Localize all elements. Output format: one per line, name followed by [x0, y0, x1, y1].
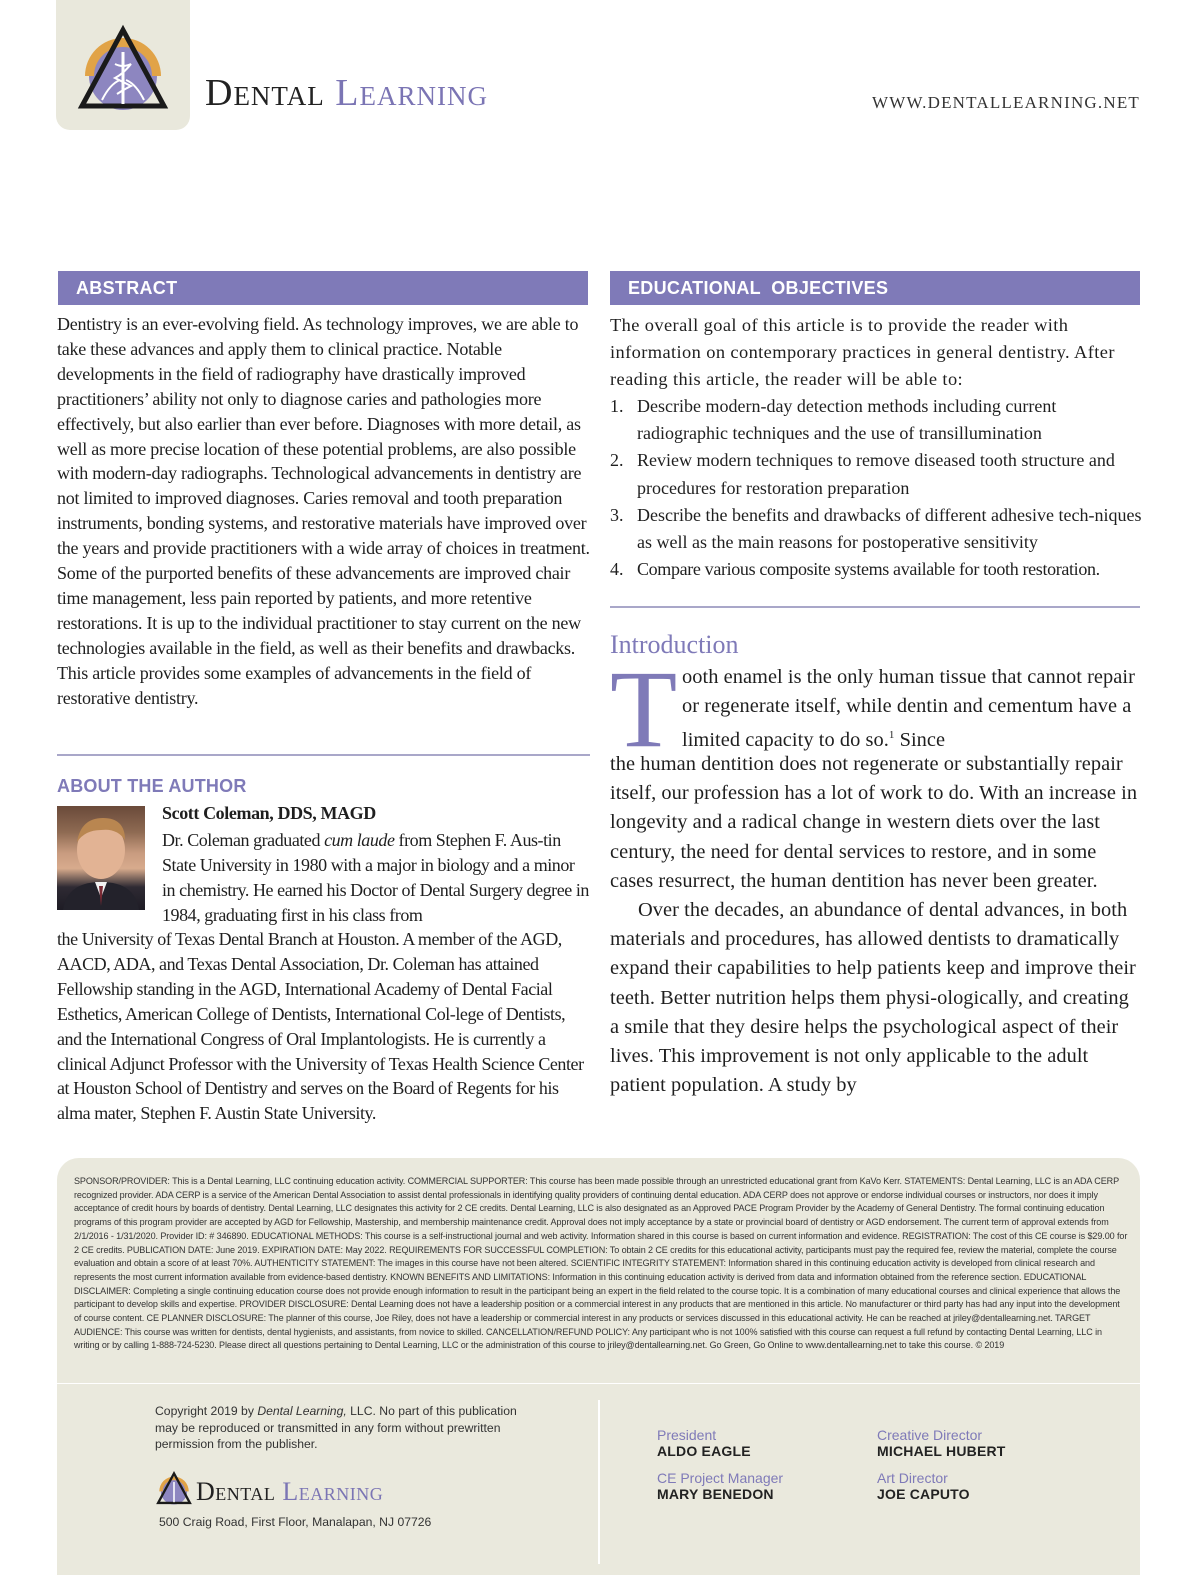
brand-title [205, 74, 488, 112]
objectives-list [610, 393, 1142, 583]
introduction-heading: Introduction [610, 630, 739, 659]
introduction-body [610, 750, 1142, 1100]
staff-role: President [657, 1427, 717, 1443]
introduction-paragraph-2: Over the decades, an abundance of dental advances, in both materials and procedures, has allowed dentists to dramatically expand their capabilities to help patients keep and improve their teeth. Better nutrition helps them physi-ologically, and creating a smile that they desire helps the psychological aspect of their lives. This improvement is not only applicable to the adult patient population. A study by [610, 899, 1136, 1097]
author-bio-part: Dr. Coleman graduated [162, 830, 325, 850]
divider-left [57, 754, 590, 756]
copyright-part: LLC. No part of this publication may be reproduced or transmitted in any form without prewritten permission from the publisher. [155, 1404, 517, 1452]
footer-brand-learning: Learning [282, 1477, 384, 1506]
author-photo [57, 806, 145, 910]
staff-name: MICHAEL HUBERT [877, 1443, 1006, 1459]
staff-role: CE Project Manager [657, 1470, 784, 1486]
introduction-text: Since [894, 729, 946, 752]
divider-right [610, 606, 1140, 608]
staff-name: MARY BENEDON [657, 1486, 774, 1502]
address: 500 Craig Road, First Floor, Manalapan, NJ 07726 [159, 1515, 432, 1529]
objective-number: 2. [610, 450, 624, 471]
introduction-paragraph-1: the human dentition does not regenerate or substantially repair itself, our profession has a lot of work to do. With an increase in longevity and a radical change in western diets over the last century, the need for dental services to restore, and in some cases resurrect, the human dentition has never been greater. [610, 753, 1138, 892]
objective-number: 3. [610, 504, 624, 525]
staff-role: Art Director [877, 1470, 948, 1486]
dental-learning-logo-icon [74, 24, 172, 116]
objectives-intro: The overall goal of this article is to provide the reader with information on contemporary practices in general dentistry. After reading this article, the reader will be able to: [610, 315, 1115, 389]
footer-vertical-divider [598, 1400, 600, 1564]
objective-text: Describe the benefits and drawbacks of different adhesive tech-niques as well as the main reasons for postoperative sensitivity [637, 504, 1142, 553]
footer-brand [196, 1479, 383, 1505]
introduction-first-lines [682, 663, 1142, 755]
objective-item [610, 447, 1142, 501]
objective-number: 4. [610, 559, 624, 580]
fine-print: SPONSOR/PROVIDER: This is a Dental Learning, LLC continuing education activity. COMMERCIAL SUPPORTER: This course has been made possible through an unrestricted educational grant from KaVo Kerr. STATEMENTS: Dental Learning, LLC is an ADA CERP recognized provider. ADA CERP is a service of the American Dental Association to assist dental professionals in identifying quality providers of continuing dental education. ADA CERP does not approve or endorse individual courses or instructors, nor does it imply acceptance of credit hours by boards of dentistry. Dental Learning, LLC designates this activity for 2 CE credits. Dental Learning, LLC is also designated as an Approved PACE Program Provider by the Academy of General Dentistry. The formal continuing education programs of this program provider are accepted by AGD for Fellowship, Mastership, and membership maintenance credit. Approval does not imply acceptance by a state or provincial board of dentistry or AGD endorsement. The current term of approval extends from 2/1/2016 - 1/31/2020. Provider ID: # 346890. EDUCATIONAL METHODS: This course is a self-instructional journal and web activity. Information shared in this course is based on current information and evidence. REGISTRATION: The cost of this CE course is $29.00 for 2 CE credits. PUBLICATION DATE: June 2019. EXPIRATION DATE: May 2022. REQUIREMENTS FOR SUCCESSFUL COMPLETION: To obtain 2 CE credits for this educational activity, participants must pay the required fee, review the material, complete the course evaluation and obtain a score of at least 70%. AUTHENTICITY STATEMENT: The images in this course have not been altered. SCIENTIFIC INTEGRITY STATEMENT: Information shared in this continuing education activity is developed from clinical research and represents the most current information available from evidence-based dentistry. KNOWN BENEFITS AND LIMITATIONS: Information in this continuing education activity is derived from data and information obtained from the reference section. EDUCATIONAL DISCLAIMER: Completing a single continuing education course does not provide enough information to result in the participant being an expert in the field related to the course topic. It is a combination of many educational courses and clinical experience that allows the participant to develop skills and expertise. PROVIDER DISCLOSURE: Dental Learning does not have a leadership position or a commercial interest in any products that are mentioned in this article. No manufacturer or third party has had any input into the development of course content. CE PLANNER DISCLOSURE: The planner of this course, Joe Riley, does not have a leadership or commercial interest in any products or services discussed in this educational activity. He can be reached at jriley@dentallearning.net. TARGET AUDIENCE: This course was written for dentists, dental hygienists, and assistants, from novice to skilled. CANCELLATION/REFUND POLICY: Any participant who is not 100% satisfied with this course can request a full refund by contacting Dental Learning, LLC in writing or by calling 1-888-724-5230. Please direct all questions pertaining to Dental Learning, LLC or the administration of this course to jriley@dentallearning.net. Go Green, Go Online to www.dentallearning.net to take this course. © 2019 [74, 1176, 1128, 1351]
objective-text: Compare various composite systems available for tooth restoration. [637, 559, 1100, 580]
author-bio-part: from Stephen F. Aus-tin State University in 1980 with a major in biology and a minor in chemistry. He earned his Doctor of Dental Surgery degree in 1984, graduating first in his class from [162, 830, 589, 925]
logo-box [56, 0, 190, 130]
author-bio-italic: cum laude [324, 830, 395, 850]
staff-creative-director [877, 1427, 1006, 1459]
brand-part-dental: Dental [205, 72, 325, 114]
abstract-heading: ABSTRACT [58, 271, 588, 305]
staff-art-director [877, 1470, 970, 1502]
copyright-part: Copyright 2019 by [155, 1404, 258, 1418]
objective-item [610, 556, 1142, 583]
author-bio-wrapped [162, 828, 590, 928]
copyright-italic: Dental Learning, [257, 1404, 347, 1418]
footer-brand-dental: Dental [196, 1477, 276, 1506]
footer-divider [57, 1383, 1140, 1384]
small-logo-icon [155, 1470, 193, 1508]
staff-name: JOE CAPUTO [877, 1486, 970, 1502]
staff-president [657, 1427, 751, 1459]
objective-item [610, 393, 1142, 447]
author-bio-full: the University of Texas Dental Branch at Houston. A member of the AGD, AACD, ADA, and Texas Dental Association, Dr. Coleman has attained Fellowship standing in the AGD, International Academy of Dental Facial Esthetics, American College of Dentists, International Col-lege of Dentists, and the International Congress of Oral Implantologists. He is currently a clinical Adjunct Professor with the University of Texas Health Science Center at Houston School of Dentistry and serves on the Board of Regents for his alma mater, Stephen F. Austin State University. [57, 929, 584, 1124]
objective-number: 1. [610, 396, 624, 416]
staff-name: ALDO EAGLE [657, 1443, 751, 1459]
author-portrait-icon [57, 806, 145, 910]
author-heading: ABOUT THE AUTHOR [57, 776, 247, 796]
staff-role: Creative Director [877, 1427, 983, 1443]
author-name: Scott Coleman, DDS, MAGD [162, 803, 376, 823]
objective-item [610, 502, 1142, 556]
introduction-text: ooth enamel is the only human tissue that cannot repair or regenerate itself, while dentin and cementum have a limited capacity to do so. [682, 666, 1135, 752]
objective-text: Describe modern-day detection methods including current radiographic techniques and the use of transillumination [637, 396, 1057, 444]
copyright-notice [155, 1403, 535, 1453]
footnote-marker[interactable]: 1 [888, 729, 895, 742]
drop-cap: T [610, 648, 678, 770]
objectives-heading: EDUCATIONAL OBJECTIVES [610, 271, 1140, 305]
abstract-text: Dentistry is an ever-evolving field. As technology improves, we are able to take these advances and apply them to clinical practice. Notable developments in the field of radiography have drastically improved practitioners’ ability not only to diagnose caries and pathologies more effectively, but also earlier than ever before. Diagnoses with more detail, as well as more precise location of these potential problems, are also possible with modern-day radiographs. Technological advancements in dentistry are not limited to improved diagnoses. Caries removal and tooth preparation instruments, bonding systems, and restorative materials have improved over the years and provide practitioners with a wide array of choices in treatment. Some of the purported benefits of these advancements are improved chair time management, less pain reported by patients, and more retentive restorations. It is up to the individual practitioner to stay current on the new technologies available in the field, as well as their benefits and drawbacks. This article provides some examples of advancements in the field of restorative dentistry. [57, 314, 590, 708]
brand-part-learning: Learning [335, 72, 488, 114]
staff-ce-project-manager [657, 1470, 783, 1502]
website-url[interactable]: WWW.DENTALLEARNING.NET [871, 93, 1140, 112]
objective-text: Review modern techniques to remove diseased tooth structure and procedures for restoration preparation [637, 450, 1115, 498]
